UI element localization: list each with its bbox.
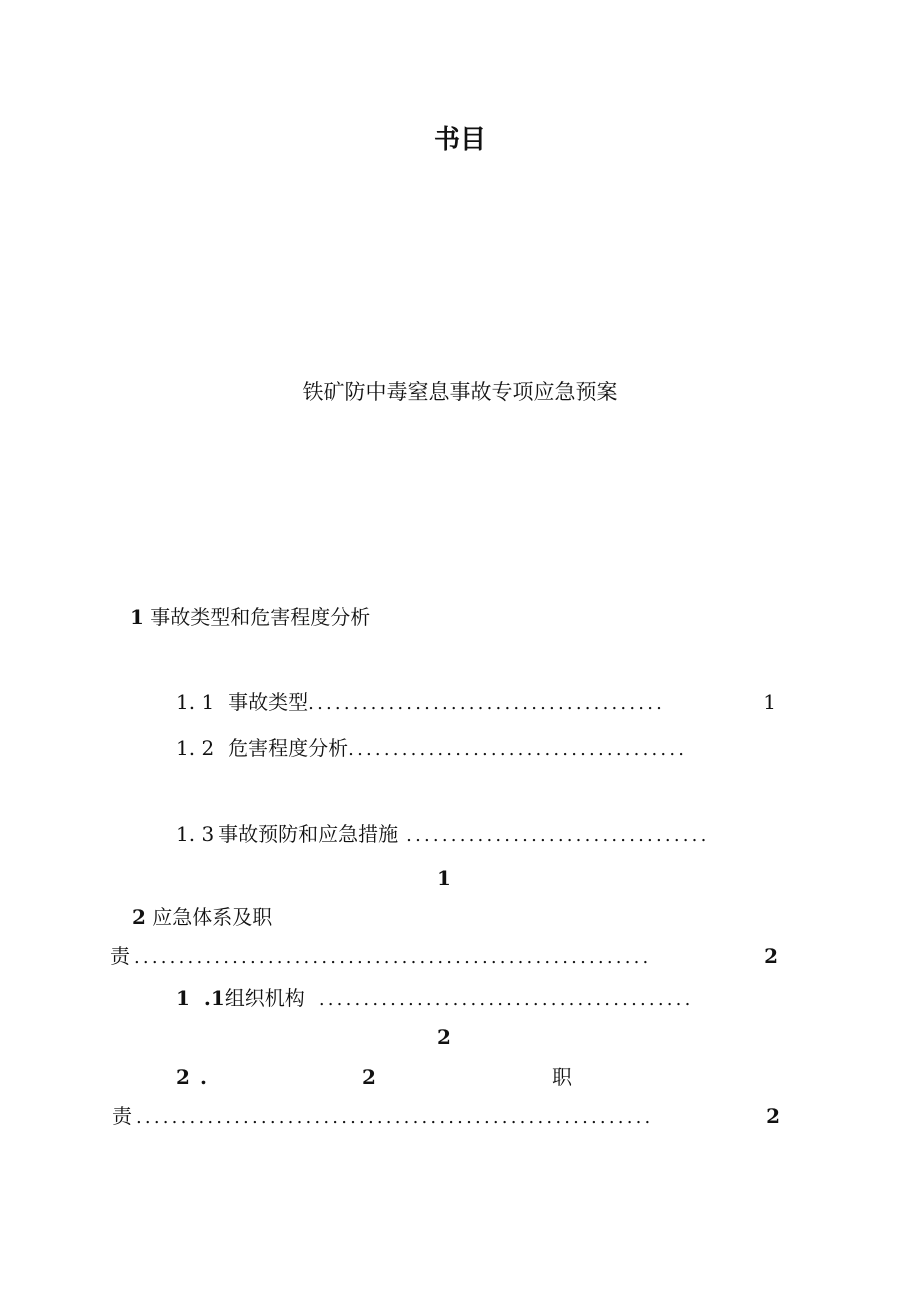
toc-entry-1-2-leader: ...................................... (348, 741, 688, 759)
toc-entry-1-2-number: 1. 2 (176, 736, 215, 760)
toc-entry-1-3-page: 1 (437, 866, 451, 890)
toc-entry-2-1-page: 2 (437, 1025, 451, 1049)
toc-entry-2-1[interactable] (176, 988, 772, 1009)
toc-entry-2-continuation[interactable] (110, 946, 778, 967)
toc-entry-2-2-continuation[interactable] (112, 1106, 780, 1127)
toc-heading: 书目 (433, 125, 486, 155)
toc-entry-1-3[interactable] (176, 824, 772, 845)
toc-entry-1-1-leader: ........................................ (308, 695, 666, 713)
toc-entry-1-title: 事故类型和危害程度分析 (150, 605, 371, 629)
toc-entry-2-1-title: 组织机构 (224, 986, 305, 1010)
toc-entry-2[interactable] (132, 907, 272, 927)
toc-entry-2-number: 2 (132, 905, 146, 929)
toc-entry-2-2-number-b: 2 (362, 1065, 376, 1089)
toc-entry-1-3-title: 事故预防和应急措施 (218, 822, 399, 846)
toc-entry-2-1-leader: .......................................... (318, 991, 694, 1009)
toc-entry-1-number: 1 (130, 605, 144, 629)
toc-entry-1-3-leader: .................................. (406, 827, 710, 845)
toc-entry-2-page: 2 (764, 944, 778, 968)
toc-entry-2-2-number-a: 2 (176, 1065, 190, 1089)
toc-entry-2-title-part2: 责 (110, 944, 130, 968)
toc-entry-1-1[interactable] (176, 692, 776, 713)
toc-entry-1[interactable] (130, 607, 370, 627)
toc-entry-2-1-number-a: 1 (176, 986, 190, 1010)
toc-entry-1-2-title: 危害程度分析 (228, 736, 349, 760)
toc-entry-2-2-number-sep: . (200, 1065, 207, 1089)
toc-entry-2-2-title-part2: 责 (112, 1104, 132, 1128)
toc-entry-2-2-page: 2 (766, 1104, 780, 1128)
toc-entry-1-1-title: 事故类型 (228, 690, 309, 714)
toc-entry-1-1-number: 1. 1 (176, 690, 215, 714)
toc-entry-2-1-number-b: .1 (203, 986, 225, 1010)
toc-entry-2-title-part1: 应急体系及职 (152, 905, 273, 929)
toc-entry-1-3-number: 1. 3 (176, 822, 215, 846)
toc-entry-2-2-title-part1: 职 (552, 1065, 572, 1089)
toc-entry-1-1-page: 1 (763, 690, 776, 714)
toc-entry-1-2[interactable] (176, 738, 772, 759)
toc-entry-2-2-leader: .......................................................... (136, 1109, 654, 1127)
toc-entry-2-leader: .......................................................... (134, 949, 652, 967)
document-title: 铁矿防中毒窒息事故专项应急预案 (302, 380, 618, 404)
